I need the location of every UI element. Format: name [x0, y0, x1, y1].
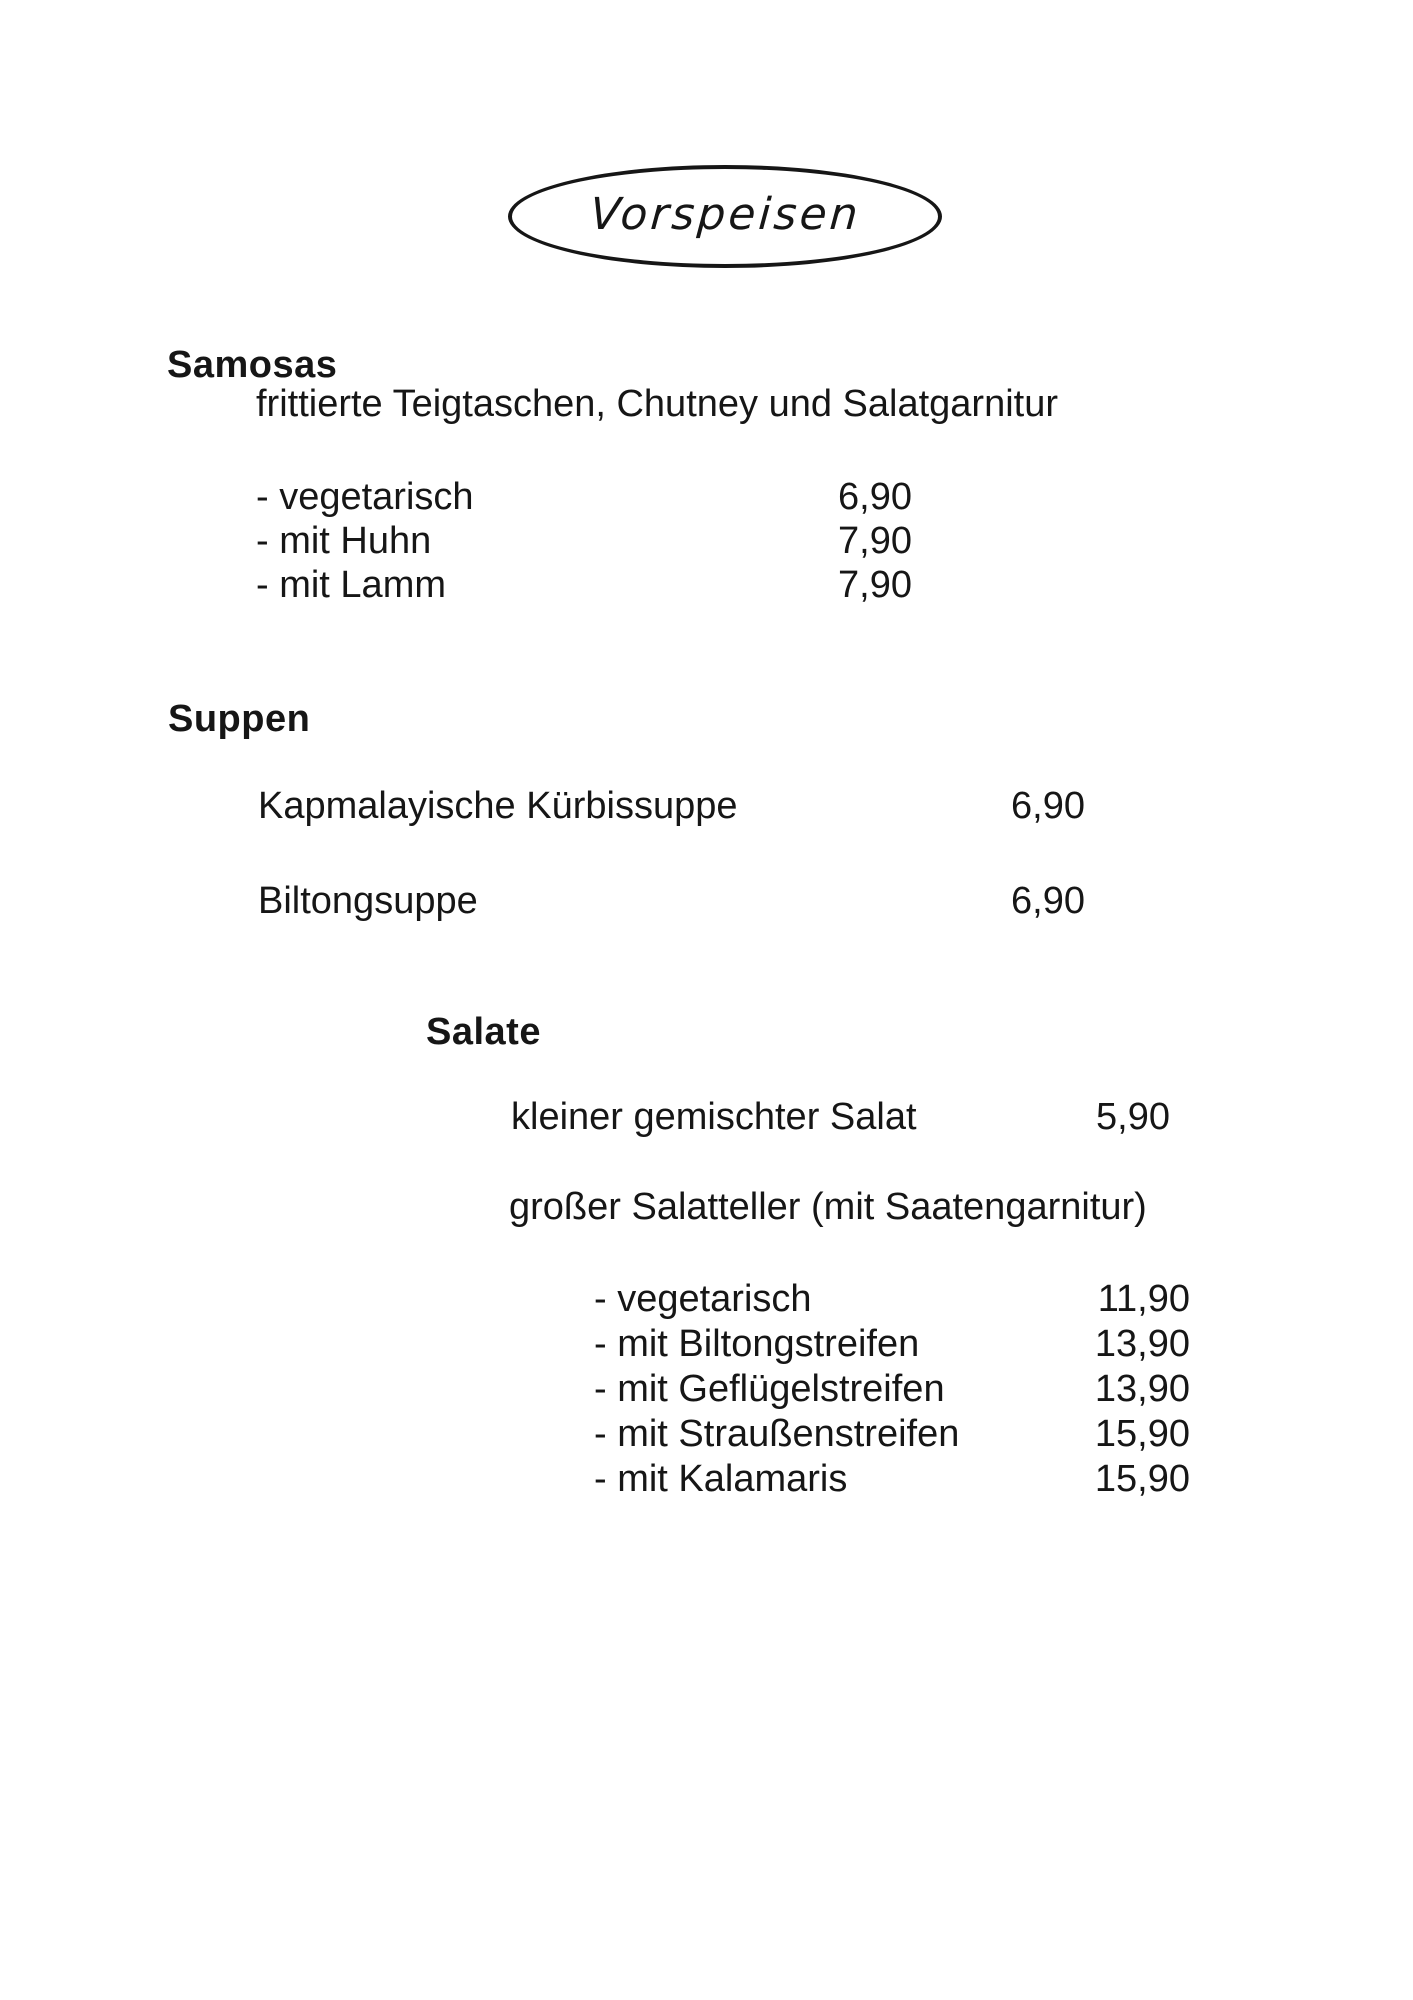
menu-item-row [258, 879, 1085, 923]
item-label: - mit Huhn [256, 520, 432, 562]
menu-item-row [258, 784, 1085, 828]
item-label: - vegetarisch [256, 476, 474, 518]
item-label: Kapmalayische Kürbissuppe [258, 785, 738, 827]
item-price: 13,90 [1094, 1323, 1190, 1365]
item-label: kleiner gemischter Salat [511, 1096, 917, 1138]
item-price: 7,90 [838, 520, 912, 562]
section-heading-samosas: Samosas [167, 344, 338, 386]
item-label: - mit Straußenstreifen [594, 1413, 960, 1455]
menu-item-row [594, 1322, 1190, 1366]
section-heading-suppen: Suppen [168, 698, 311, 740]
item-label: - mit Lamm [256, 564, 446, 606]
menu-item-row [594, 1277, 1190, 1321]
salat-subgroup-label: großer Salatteller (mit Saatengarnitur) [509, 1186, 1147, 1228]
menu-item-row [256, 475, 912, 519]
menu-item-row [594, 1367, 1190, 1411]
item-label: - mit Biltongstreifen [594, 1323, 920, 1365]
item-label: - vegetarisch [594, 1278, 812, 1320]
menu-item-row [594, 1412, 1190, 1456]
menu-item-row [256, 519, 912, 563]
menu-title-oval [508, 165, 942, 268]
menu-item-row [594, 1457, 1190, 1501]
samosas-description: frittierte Teigtaschen, Chutney und Salatgarnitur [256, 383, 1058, 425]
item-price: 6,90 [1011, 880, 1085, 922]
item-price: 6,90 [1011, 785, 1085, 827]
item-price: 6,90 [838, 476, 912, 518]
menu-item-row [511, 1095, 1170, 1139]
item-price: 13,90 [1094, 1368, 1190, 1410]
item-price: 15,90 [1094, 1458, 1190, 1500]
item-price: 11,90 [1097, 1278, 1190, 1320]
item-price: 5,90 [1096, 1096, 1170, 1138]
item-price: 15,90 [1094, 1413, 1190, 1455]
item-label: - mit Geflügelstreifen [594, 1368, 945, 1410]
item-price: 7,90 [838, 564, 912, 606]
section-heading-salate: Salate [426, 1011, 541, 1053]
item-label: Biltongsuppe [258, 880, 478, 922]
menu-item-row [256, 563, 912, 607]
item-label: - mit Kalamaris [594, 1458, 848, 1500]
page-title: Vorspeisen [588, 189, 863, 240]
